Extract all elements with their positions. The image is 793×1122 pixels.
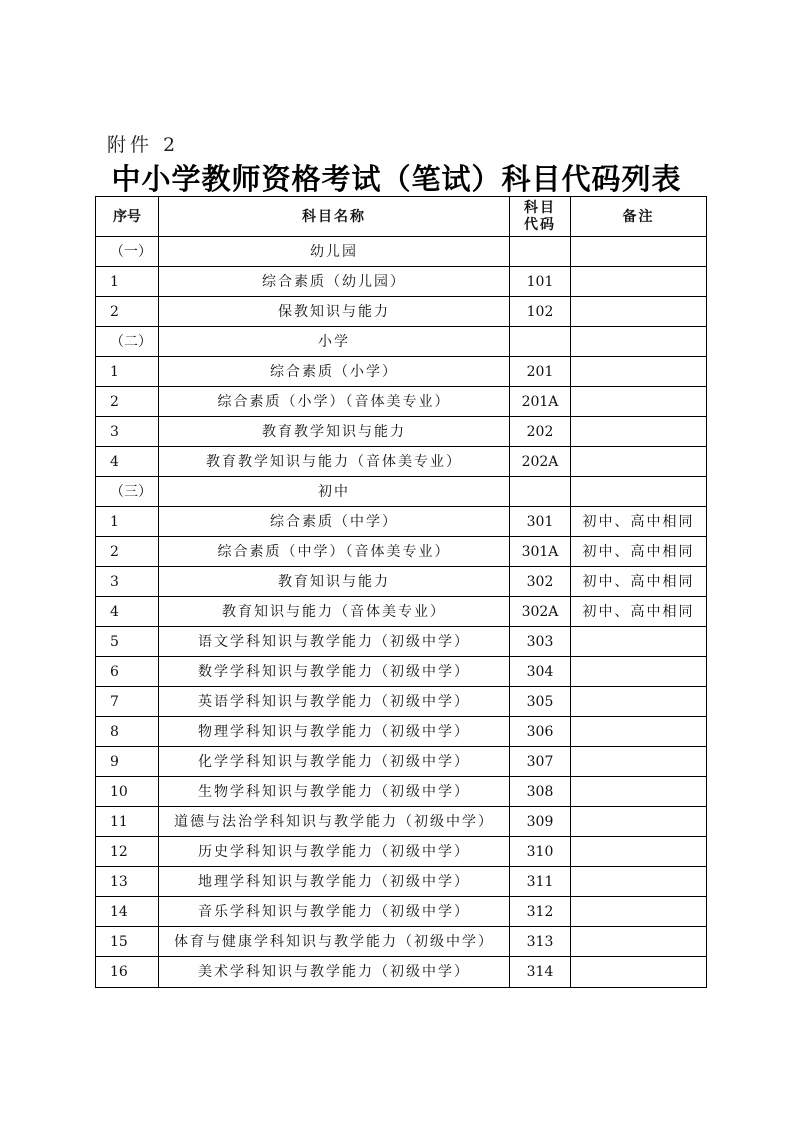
row-seq: 15 [96,927,159,957]
row-subject-name: 综合素质（小学） [159,357,510,387]
row-seq: 1 [96,267,159,297]
row-subject-code: 309 [510,807,571,837]
row-subject-name: 化学学科知识与教学能力（初级中学） [159,747,510,777]
row-subject-code: 201 [510,357,571,387]
row-subject-code: 310 [510,837,571,867]
row-note [571,957,707,988]
row-subject-name: 音乐学科知识与教学能力（初级中学） [159,897,510,927]
row-seq: （三） [96,477,159,507]
row-note: 初中、高中相同 [571,567,707,597]
row-note [571,747,707,777]
row-note: 初中、高中相同 [571,537,707,567]
row-note [571,267,707,297]
row-subject-name: 语文学科知识与教学能力（初级中学） [159,627,510,657]
row-subject-code: 311 [510,867,571,897]
row-seq: 5 [96,627,159,657]
row-subject-name: 历史学科知识与教学能力（初级中学） [159,837,510,867]
table-row [96,597,707,627]
row-subject-code: 306 [510,717,571,747]
row-seq: 7 [96,687,159,717]
row-subject-name: 数学学科知识与教学能力（初级中学） [159,657,510,687]
table-row [96,417,707,447]
table-row [96,387,707,417]
row-note [571,327,707,357]
row-subject-code: 101 [510,267,571,297]
table-row [96,267,707,297]
table-row [96,777,707,807]
row-seq: 3 [96,417,159,447]
table-row [96,717,707,747]
row-subject-name: 物理学科知识与教学能力（初级中学） [159,717,510,747]
row-seq: 8 [96,717,159,747]
row-subject-code: 303 [510,627,571,657]
row-subject-code: 312 [510,897,571,927]
row-seq: 9 [96,747,159,777]
row-subject-name: 综合素质（小学）（音体美专业） [159,387,510,417]
table-row [96,897,707,927]
row-subject-name: 保教知识与能力 [159,297,510,327]
row-note: 初中、高中相同 [571,597,707,627]
row-seq: 10 [96,777,159,807]
header-code-line2: 代码 [524,216,556,233]
row-seq: （一） [96,237,159,267]
table-row [96,927,707,957]
row-seq: 1 [96,507,159,537]
row-seq: 13 [96,867,159,897]
table-row [96,537,707,567]
row-seq: 6 [96,657,159,687]
table-row [96,687,707,717]
row-note [571,807,707,837]
row-seq: 1 [96,357,159,387]
row-subject-name: 综合素质（中学） [159,507,510,537]
row-subject-name: 小学 [159,327,510,357]
table-row [96,807,707,837]
table-row [96,957,707,988]
row-note [571,897,707,927]
row-note [571,237,707,267]
row-subject-code: 302A [510,597,571,627]
table-row [96,657,707,687]
row-subject-name: 综合素质（中学）（音体美专业） [159,537,510,567]
row-note [571,927,707,957]
row-subject-name: 教育教学知识与能力 [159,417,510,447]
document-title: 中小学教师资格考试（笔试）科目代码列表 [111,162,682,196]
row-subject-name: 综合素质（幼儿园） [159,267,510,297]
table-row [96,507,707,537]
row-note [571,447,707,477]
row-note [571,867,707,897]
row-seq: 11 [96,807,159,837]
row-seq: 14 [96,897,159,927]
row-subject-name: 教育教学知识与能力（音体美专业） [159,447,510,477]
row-seq: 4 [96,447,159,477]
row-seq: 2 [96,297,159,327]
table-header-row [96,197,707,237]
row-subject-code: 304 [510,657,571,687]
row-subject-code: 305 [510,687,571,717]
table-row [96,627,707,657]
row-note [571,627,707,657]
row-subject-name: 初中 [159,477,510,507]
row-subject-name: 地理学科知识与教学能力（初级中学） [159,867,510,897]
row-subject-code [510,237,571,267]
header-name: 科目名称 [159,197,510,237]
header-note: 备注 [571,197,707,237]
row-subject-name: 生物学科知识与教学能力（初级中学） [159,777,510,807]
row-subject-name: 美术学科知识与教学能力（初级中学） [159,957,510,988]
row-subject-code: 302 [510,567,571,597]
row-subject-code: 102 [510,297,571,327]
row-seq: 2 [96,537,159,567]
row-subject-code [510,327,571,357]
row-seq: 16 [96,957,159,988]
row-note [571,777,707,807]
row-seq: 4 [96,597,159,627]
header-code [510,197,571,237]
row-seq: （二） [96,327,159,357]
row-note [571,357,707,387]
row-note [571,387,707,417]
row-note [571,717,707,747]
row-subject-name: 教育知识与能力（音体美专业） [159,597,510,627]
header-code-line1: 科目 [524,199,556,216]
header-seq: 序号 [96,197,159,237]
table-row [96,747,707,777]
row-subject-code: 202 [510,417,571,447]
row-subject-name: 英语学科知识与教学能力（初级中学） [159,687,510,717]
row-subject-code: 314 [510,957,571,988]
table-row [96,447,707,477]
row-note [571,837,707,867]
row-subject-name: 体育与健康学科知识与教学能力（初级中学） [159,927,510,957]
subject-code-table [95,196,707,988]
table-row [96,477,707,507]
table-row [96,567,707,597]
row-subject-name: 幼儿园 [159,237,510,267]
table-row [96,357,707,387]
row-subject-code: 202A [510,447,571,477]
table-row [96,297,707,327]
table-row [96,837,707,867]
row-note [571,477,707,507]
row-subject-code: 307 [510,747,571,777]
row-subject-code: 308 [510,777,571,807]
row-seq: 3 [96,567,159,597]
row-subject-name: 教育知识与能力 [159,567,510,597]
row-subject-code [510,477,571,507]
table-row [96,867,707,897]
row-note [571,297,707,327]
row-subject-code: 301 [510,507,571,537]
row-subject-code: 301A [510,537,571,567]
row-subject-name: 道德与法治学科知识与教学能力（初级中学） [159,807,510,837]
row-subject-code: 313 [510,927,571,957]
table-row [96,237,707,267]
row-note: 初中、高中相同 [571,507,707,537]
row-seq: 12 [96,837,159,867]
row-note [571,417,707,447]
row-seq: 2 [96,387,159,417]
attachment-label: 附件 2 [107,134,180,156]
row-note [571,687,707,717]
row-note [571,657,707,687]
table-row [96,327,707,357]
row-subject-code: 201A [510,387,571,417]
